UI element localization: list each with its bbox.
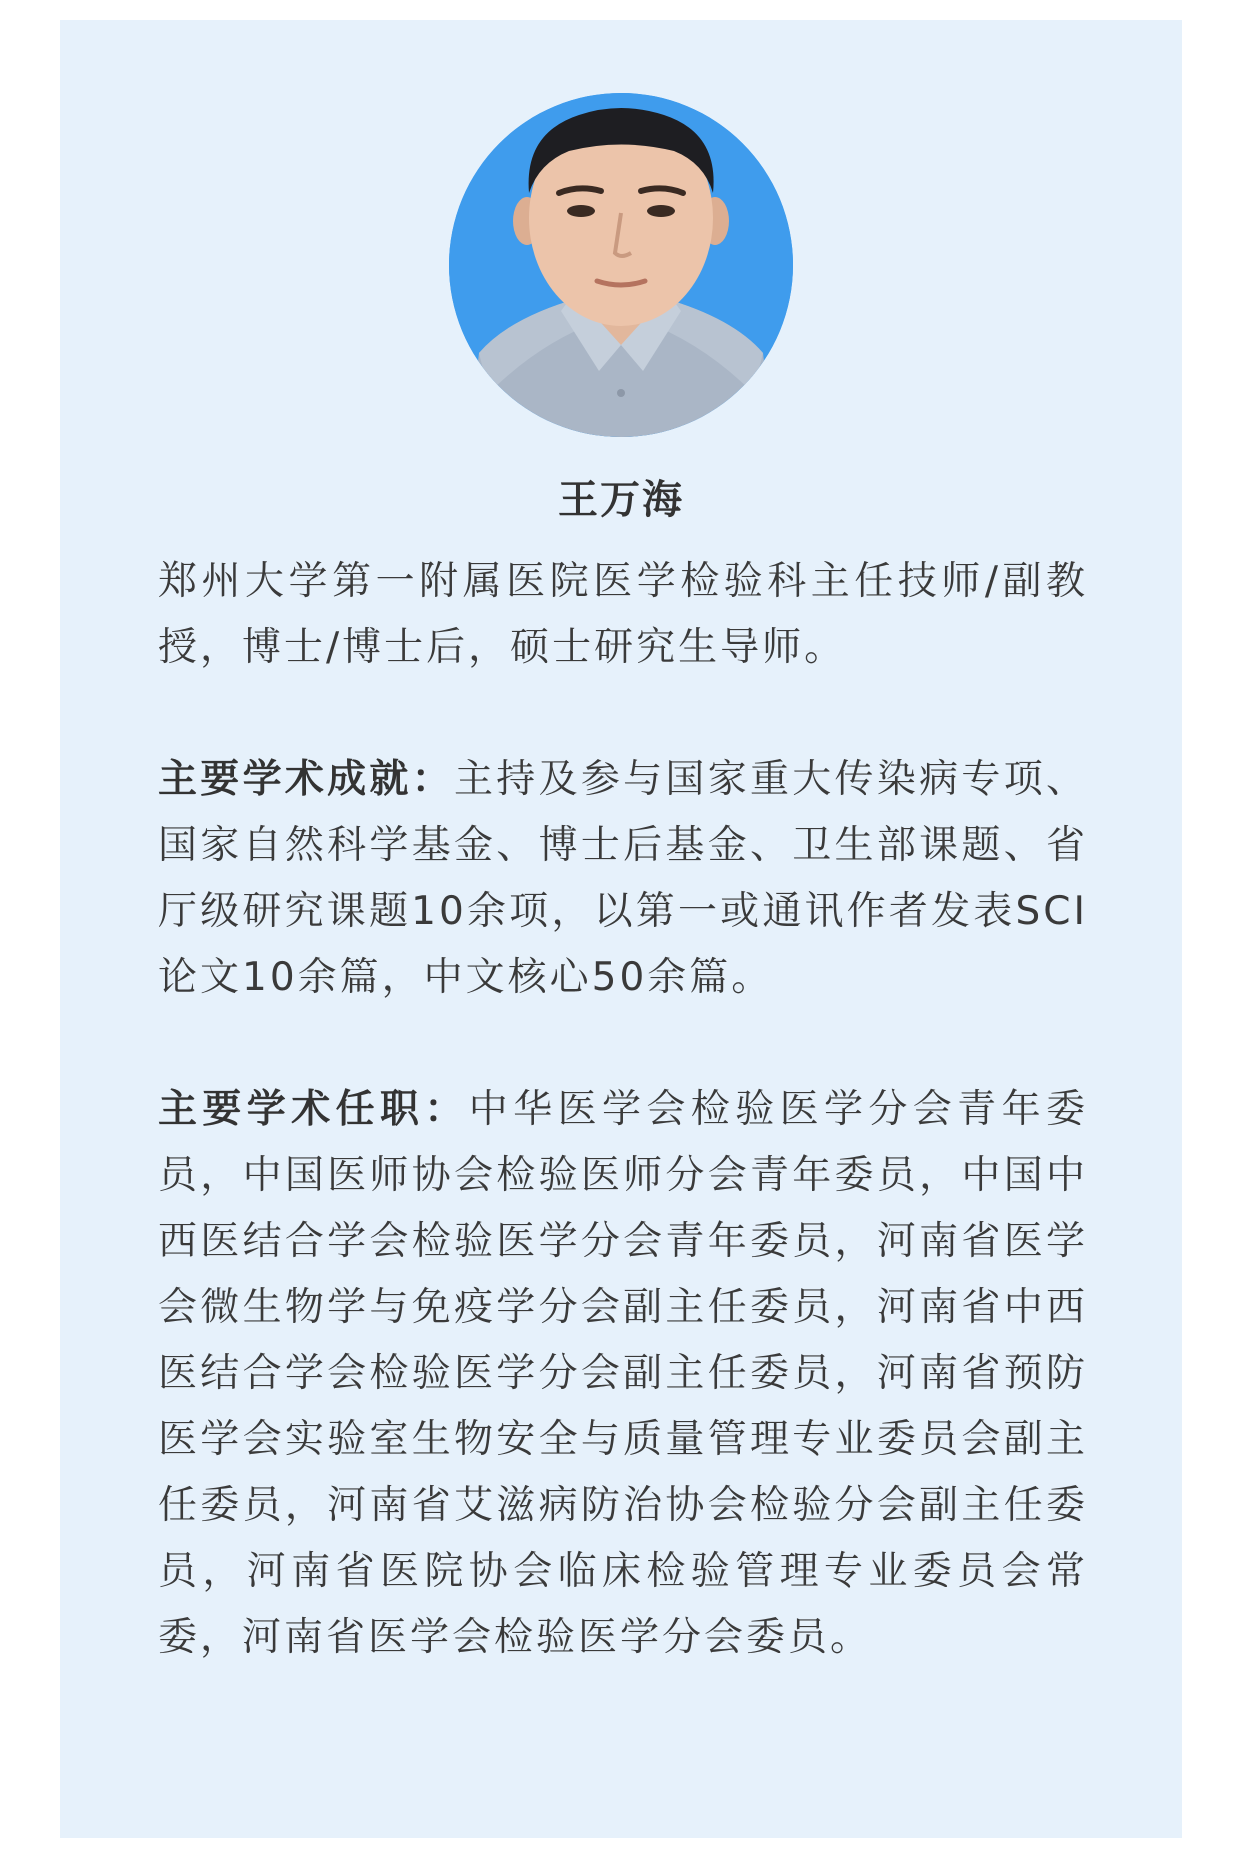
achievements-paragraph bbox=[158, 747, 1088, 1011]
achievements-label: 主要学术成就： bbox=[158, 757, 454, 802]
positions-text: 中华医学会检验医学分会青年委员，中国医师协会检验医师分会青年委员，中国中西医结合学会检验医学分会青年委员，河南省医学会微生物学与免疫学分会副主任委员，河南省中西医结合学会检验医学分会副主任委员，河南省预防医学会实验室生物安全与质量管理专业委员会副主任委员，河南省艾滋病防治协会检验分会副主任委员，河南省医院协会临床检验管理专业委员会常委，河南省医学会检验医学分会委员。 bbox=[158, 1087, 1088, 1660]
person-name: 王万海 bbox=[558, 477, 684, 523]
positions-label: 主要学术任职： bbox=[158, 1087, 469, 1132]
positions-paragraph bbox=[158, 1077, 1088, 1671]
achievements-text: 主持及参与国家重大传染病专项、国家自然科学基金、博士后基金、卫生部课题、省厅级研究课题10余项，以第一或通讯作者发表SCI论文10余篇，中文核心50余篇。 bbox=[158, 757, 1088, 1000]
profile-photo bbox=[449, 93, 793, 437]
profile-content bbox=[158, 549, 1088, 1671]
intro-paragraph: 郑州大学第一附属医院医学检验科主任技师/副教授，博士/博士后，硕士研究生导师。 bbox=[158, 559, 1088, 670]
